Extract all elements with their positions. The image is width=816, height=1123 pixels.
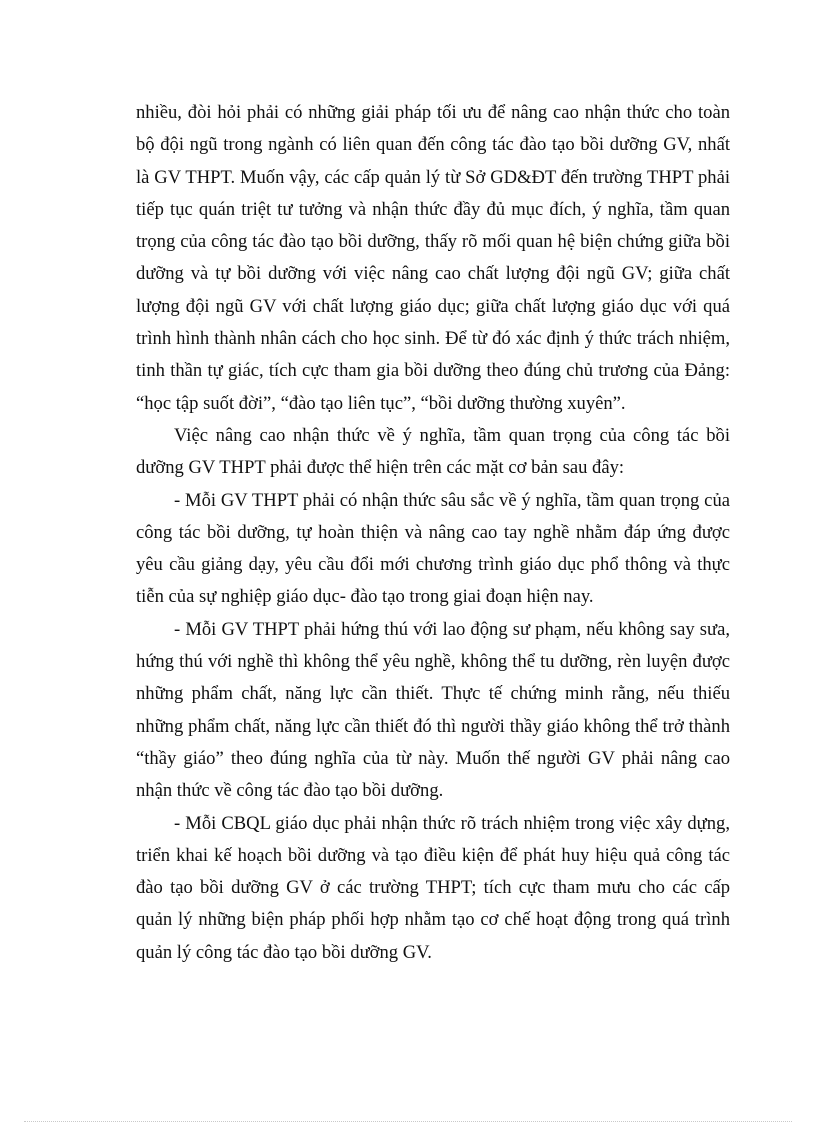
paragraph-bullet-manager-responsibility: - Mỗi CBQL giáo dục phải nhận thức rõ trách nhiệm trong việc xây dựng, triển khai kế hoạch bồi dưỡng và tạo điều kiện để phát huy hiệu quả công tác đào tạo bồi dưỡng GV ở các trường THPT; tích cực tham mưu cho các cấp quản lý những biện pháp phối hợp nhằm tạo cơ chế hoạt động trong quá trình quản lý công tác đào tạo bồi dưỡng GV. <box>136 812 730 963</box>
page-bottom-divider <box>24 1121 792 1122</box>
paragraph-intro: nhiều, đòi hỏi phải có những giải pháp tối ưu để nâng cao nhận thức cho toàn bộ đội ngũ trong ngành có liên quan đến công tác đào tạo bồi dưỡng GV, nhất là GV THPT. Muốn vậy, các cấp quản lý từ Sở GD&ĐT đến trường THPT phải tiếp tục quán triệt tư tưởng và nhận thức đầy đủ mục đích, ý nghĩa, tầm quan trọng của công tác đào tạo bồi dưỡng, thấy rõ mối quan hệ biện chứng giữa bồi dưỡng và tự bồi dưỡng với việc nâng cao chất lượng đội ngũ GV; giữa chất lượng đội ngũ GV với chất lượng giáo dục; giữa chất lượng giáo dục với quá trình hình thành nhân cách cho học sinh. Để từ đó xác định ý thức trách nhiệm, tinh thần tự giác, tích cực tham gia bồi dưỡng theo đúng chủ trương của Đảng: “học tập suốt đời”, “đào tạo liên tục”, “bồi dưỡng thường xuyên”. <box>136 102 730 414</box>
paragraph-aspects-intro: Việc nâng cao nhận thức về ý nghĩa, tầm quan trọng của công tác bồi dưỡng GV THPT phải được thể hiện trên các mặt cơ bản sau đây: <box>136 424 730 479</box>
document-body <box>136 97 730 969</box>
paragraph-bullet-teacher-passion: - Mỗi GV THPT phải hứng thú với lao động sư phạm, nếu không say sưa, hứng thú với nghề thì không thể yêu nghề, không thể tu dưỡng, rèn luyện được những phẩm chất, năng lực cần thiết. Thực tế chứng minh rằng, nếu thiếu những phẩm chất, năng lực cần thiết đó thì người thầy giáo không thể trở thành “thầy giáo” theo đúng nghĩa của từ này. Muốn thế người GV phải nâng cao nhận thức về công tác đào tạo bồi dưỡng. <box>136 618 730 802</box>
paragraph-bullet-teacher-awareness: - Mỗi GV THPT phải có nhận thức sâu sắc về ý nghĩa, tầm quan trọng của công tác bồi dưỡng, tự hoàn thiện và nâng cao tay nghề nhằm đáp ứng được yêu cầu giảng dạy, yêu cầu đổi mới chương trình giáo dục phổ thông và thực tiễn của sự nghiệp giáo dục- đào tạo trong giai đoạn hiện nay. <box>136 489 730 608</box>
